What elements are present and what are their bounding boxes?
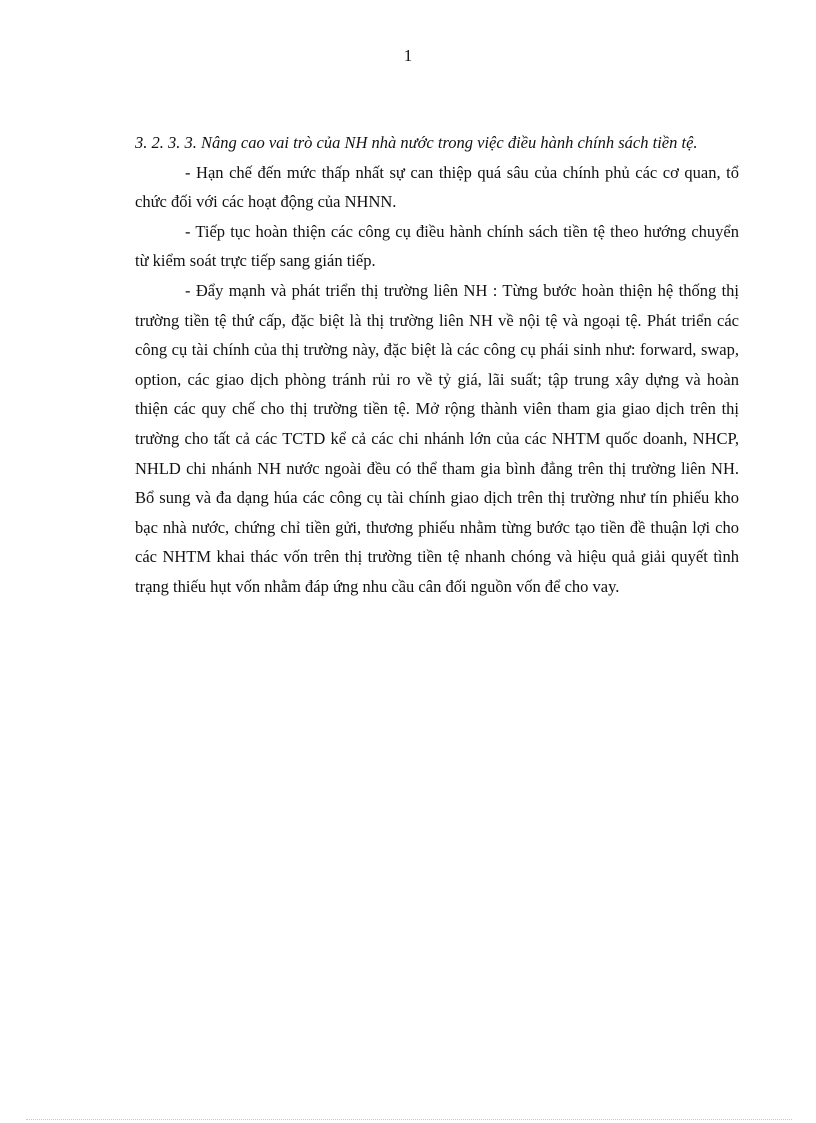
paragraph-3: - Đẩy mạnh và phát triển thị trường liên NH : Từng bước hoàn thiện hệ thống thị trường tiền tệ thứ cấp, đặc biệt là thị trường liên NH về nội tệ và ngoại tệ. Phát triển các công cụ tài chính của thị trường này, đặc biệt là các công cụ phái sinh như: forward, swap, option, các giao dịch phòng tránh rủi ro về tỷ giá, lãi suất; tập trung xây dựng và hoàn thiện các quy chế cho thị trường tiền tệ. Mở rộng thành viên tham gia giao dịch trên thị trường cho tất cả các TCTD kể cả các chi nhánh lớn của các NHTM quốc doanh, NHCP, NHLD chi nhánh NH nước ngoài đều có thể tham gia bình đẳng trên thị trường liên NH. Bổ sung và đa dạng húa các công cụ tài chính giao dịch trên thị trường như tín phiếu kho bạc nhà nước, chứng chỉ tiền gửi, thương phiếu nhằm từng bước tạo tiền đề thuận lợi cho các NHTM khai thác vốn trên thị trường tiền tệ nhanh chóng và hiệu quả giải quyết tình trạng thiếu hụt vốn nhằm đáp ứng nhu cầu cân đối nguồn vốn để cho vay. bbox=[135, 280, 739, 596]
section-heading: 3. 2. 3. 3. Nâng cao vai trò của NH nhà nước trong việc điều hành chính sách tiền tệ. bbox=[135, 133, 698, 152]
page-number: 1 bbox=[403, 46, 413, 65]
paragraph-1: - Hạn chế đến mức thấp nhất sự can thiệp quá sâu của chính phủ các cơ quan, tổ chức đối với các hoạt động của NHNN. bbox=[135, 162, 739, 212]
paragraph-2: - Tiếp tục hoàn thiện các công cụ điều hành chính sách tiền tệ theo hướng chuyển từ kiểm soát trực tiếp sang gián tiếp. bbox=[135, 221, 739, 271]
document-body bbox=[135, 128, 739, 602]
page-bottom-divider bbox=[26, 1119, 792, 1120]
